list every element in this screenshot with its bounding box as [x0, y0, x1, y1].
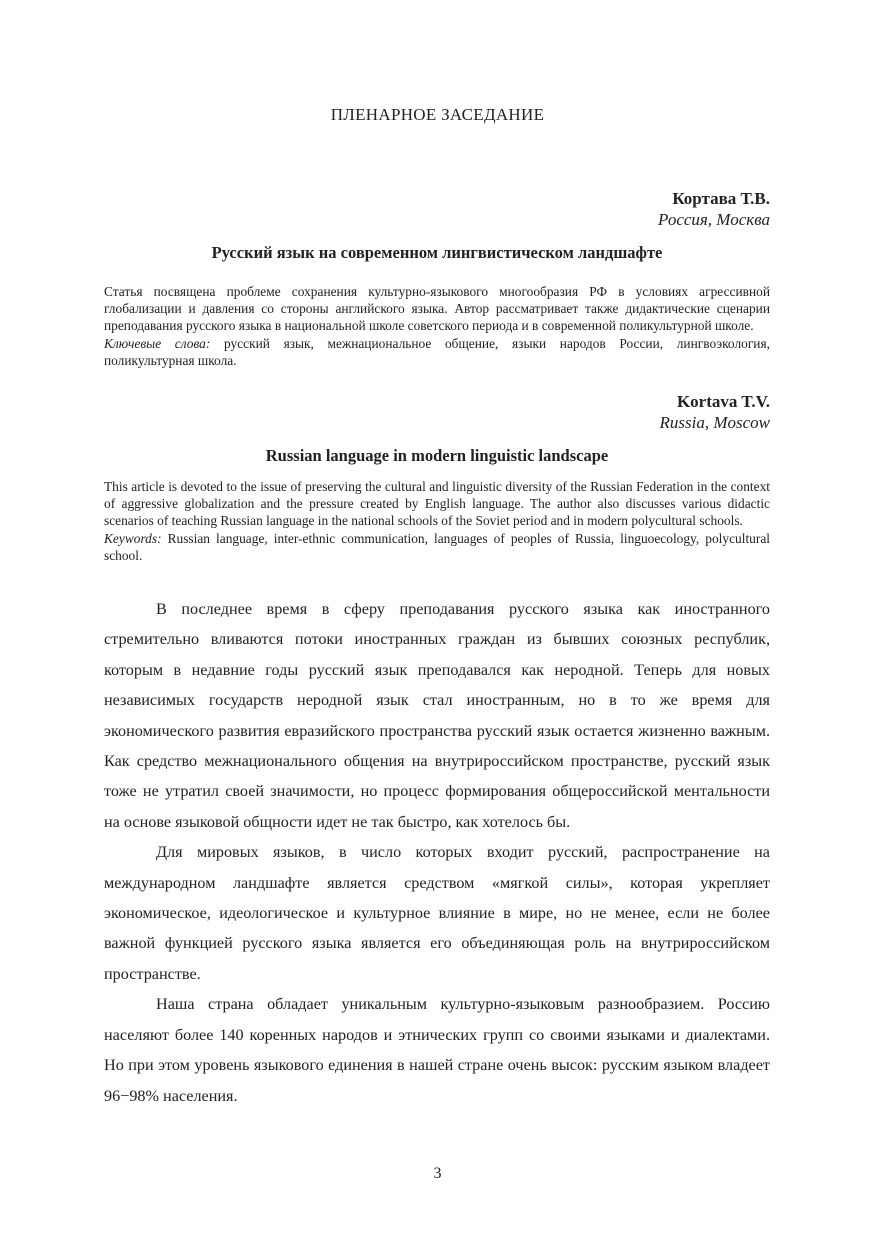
keywords-label-en: Keywords: — [104, 530, 162, 546]
keywords-text-en: Russian language, inter-ethnic communication, languages of peoples of Russia, linguoecology, polycultural school. — [104, 530, 770, 563]
keywords-en — [104, 530, 770, 564]
abstract-en — [104, 478, 770, 564]
abstract-text-ru: Статья посвящена проблеме сохранения культурно-языкового многообразия РФ в условиях агрессивной глобализации и давления со стороны английского языка. Автор рассматривает также дидактические сценарии преподавания русского языка в национальной школе советского периода и в современной поликультурной школе. — [104, 284, 770, 334]
body-paragraph-1: В последнее время в сферу преподавания русского языка как иностранного стремительно вливаются потоки иностранных граждан из бывших союзных республик, которым в недавние годы русский язык преподавался как неродной. Теперь для новых независимых государств неродной язык стал иностранным, но в то же время для экономического развития евразийского пространства русский язык остается жизненно важным. Как средство межнационального общения на внутрироссийском пространстве, русский язык тоже не утратил своей значимости, но процесс формирования общероссийской ментальности на основе языковой общности идет не так быстро, как хотелось бы. — [104, 600, 770, 831]
keywords-text-ru: русский язык, межнациональное общение, языки народов России, лингвоэкология, поликультурная школа. — [104, 335, 770, 368]
keywords-label-ru: Ключевые слова: — [104, 335, 211, 351]
author-name-en: Kortava T.V. — [676, 392, 770, 411]
abstract-text-en: This article is devoted to the issue of preserving the cultural and linguistic diversity of the Russian Federation in the context of aggressive globalization and the pressure created by English language. The author also discusses various didactic scenarios of teaching Russian language in the national schools of the Soviet period and in modern polycultural schools. — [104, 479, 770, 529]
page-number: 3 — [433, 1165, 442, 1182]
author-name-ru: Кортава Т.В. — [672, 189, 770, 208]
author-place-ru: Россия, Москва — [658, 210, 770, 229]
body-paragraph-2: Для мировых языков, в число которых входит русский, распространение на международном ландшафте является средством «мягкой силы», которая укрепляет экономическое, идеологическое и культурное влияние в мире, но не менее, если не более важной функцией русского языка является его объединяющая роль на внутрироссийском пространстве. — [104, 843, 770, 983]
keywords-ru — [104, 335, 770, 369]
author-block-ru — [658, 188, 770, 230]
article-title-en: Russian language in modern linguistic landscape — [265, 446, 609, 465]
article-title-ru: Русский язык на современном лингвистическом ландшафте — [211, 243, 663, 262]
body-paragraph-3: Наша страна обладает уникальным культурно-языковым разнообразием. Россию населяют более 140 коренных народов и этнических групп со своими языками и диалектами. Но при этом уровень языкового единения в нашей стране очень высок: русским языком владеет 96−98% населения. — [104, 995, 770, 1105]
abstract-ru — [104, 283, 770, 369]
author-place-en: Russia, Moscow — [659, 413, 770, 432]
body-text — [104, 594, 770, 1111]
section-title: ПЛЕНАРНОЕ ЗАСЕДАНИЕ — [330, 105, 545, 124]
author-block-en — [660, 391, 771, 433]
